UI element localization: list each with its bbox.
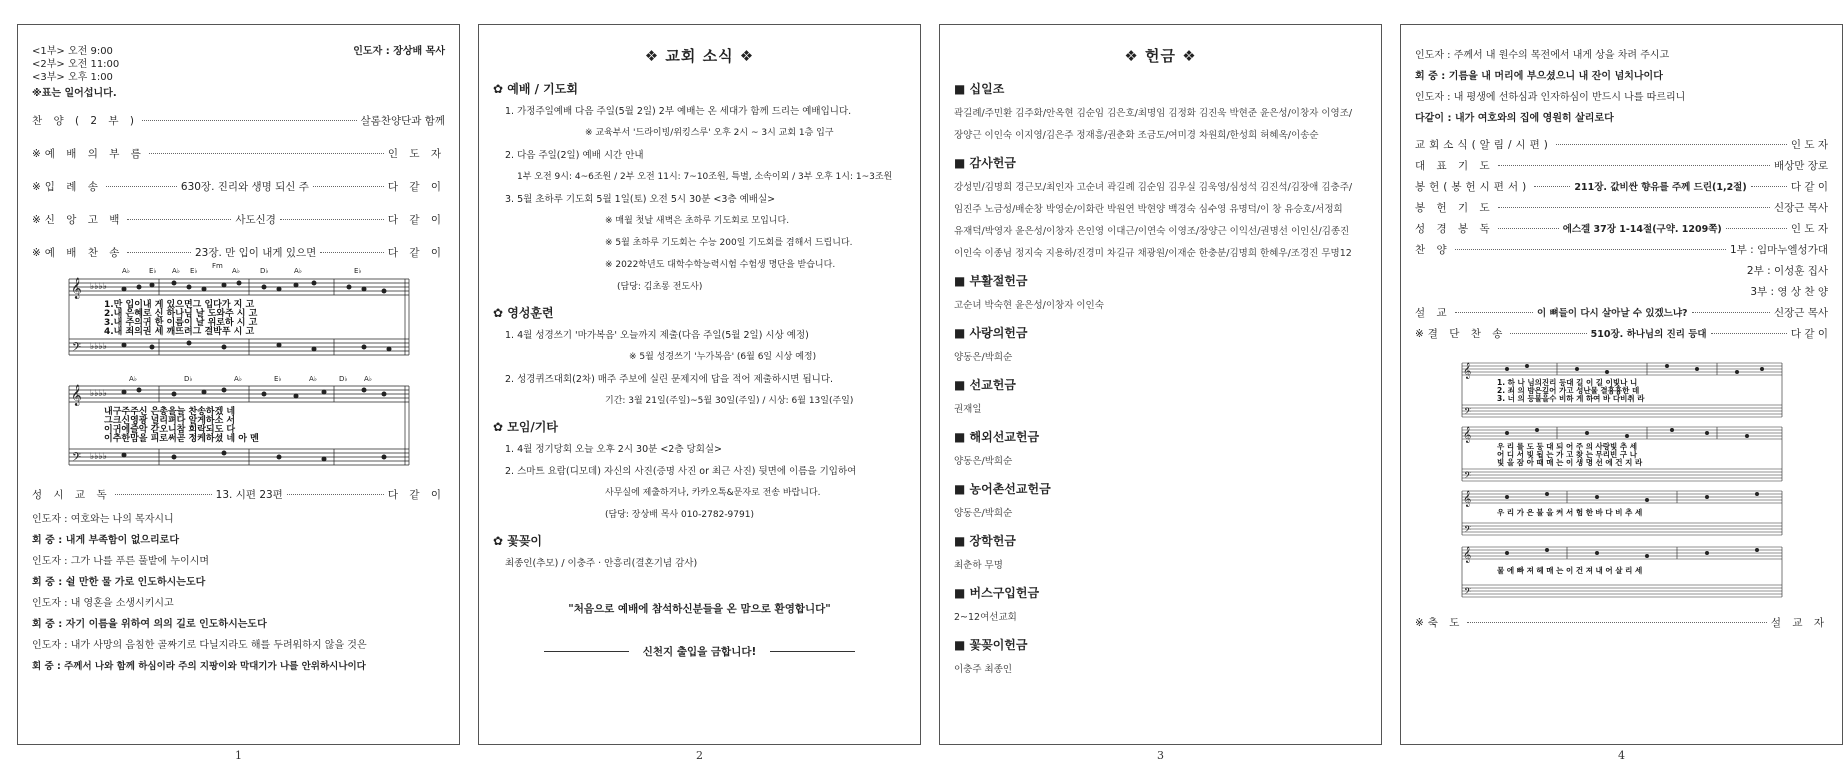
leader-dots <box>1498 165 1770 166</box>
response-text: 그가 나를 푸른 풀밭에 누이시며 <box>70 556 210 567</box>
offering-names: 이충주 최종인 <box>954 664 1013 675</box>
order-row <box>1415 305 1828 326</box>
chord-symbol: E♭ <box>353 267 362 275</box>
chord-symbol: A♭ <box>171 267 180 275</box>
offering-names: 최춘하 무명 <box>954 560 1003 571</box>
leader-dots <box>142 120 357 121</box>
leader-dots <box>1692 312 1770 313</box>
page-number: 4 <box>1618 749 1625 762</box>
leader-dots <box>127 252 191 253</box>
offering-category: ■ 해외선교헌금 <box>954 430 1040 444</box>
leader-name: 인도자 : 장상배 목사 <box>353 46 445 57</box>
order-right: 다 같 이 <box>387 489 445 501</box>
leader-dots <box>1467 622 1766 623</box>
speaker: 회 중 <box>32 661 54 672</box>
speaker: 인도자 <box>32 598 61 609</box>
order-row <box>32 212 445 228</box>
offering-names: 2~12여선교회 <box>954 612 1017 623</box>
order-row <box>32 113 445 129</box>
response-text: 기름을 내 머리에 부으셨으니 내 잔이 넘치나이다 <box>1448 71 1663 82</box>
news-note: 1부 오전 9시: 4~6조원 / 2부 오전 11시: 7~10조원, 특별, 소속이외 / 3부 오후 1시: 1~3조원 <box>517 172 893 182</box>
order-middle: 13. 시편 23편 <box>215 489 283 501</box>
svg-text:𝄞: 𝄞 <box>70 278 82 299</box>
order-middle: 에스겔 37장 1-14절(구약. 1209쪽) <box>1562 224 1722 235</box>
order-right: 3부 : 영 상 찬 양 <box>1750 286 1828 298</box>
order-right: 다 같 이 <box>387 214 446 226</box>
order-right: 다 같 이 <box>1790 181 1828 193</box>
leader-dots <box>313 186 384 187</box>
order-right: 신장근 목사 <box>1773 202 1828 214</box>
svg-text:𝄢: 𝄢 <box>1463 406 1471 419</box>
order-right: 설 교 자 <box>1770 617 1828 629</box>
bulletin-page-3 <box>939 24 1382 745</box>
order-label: ※예 배 의 부 름 <box>32 148 145 160</box>
order-row <box>1415 137 1828 158</box>
response-line: 다같이 : 내가 여호와의 집에 영원히 살리로다 <box>1415 113 1614 124</box>
order-label: 찬 양 <box>1415 244 1451 256</box>
offering-names: 양동은/박희순 <box>954 456 1013 467</box>
service-times-block <box>32 45 445 84</box>
order-right: 신장근 목사 <box>1773 307 1828 319</box>
order-row <box>1415 200 1828 221</box>
leader-dots <box>280 219 384 220</box>
speaker: 인도자 <box>1415 92 1444 103</box>
chord-symbol: A♭ <box>231 267 240 275</box>
response-text: 자기 이름을 위하여 의의 길로 인도하시는도다 <box>65 619 267 630</box>
order-row <box>1415 242 1828 263</box>
news-item: 2. 성경퀴즈대회(2차) 매주 주보에 실린 문제지에 답을 적어 제출하시면 됩니다. <box>505 374 834 385</box>
news-section-heading: ✿ 모임/기타 <box>493 420 558 434</box>
offering-category: ■ 부활절헌금 <box>954 274 1028 288</box>
hymn-lyric-line: 물 에 빠 져 헤 매 는 이 건 져 내 어 살 리 세 <box>1496 566 1642 575</box>
response-line: 회 중 : 쉴 만한 물 가로 인도하시는도다 <box>32 577 206 588</box>
offering-names: 양동은/박희순 <box>954 508 1013 519</box>
bulletin-page-2 <box>478 24 921 745</box>
page-number: 2 <box>696 749 703 762</box>
responsive-reading-continued <box>1415 45 1828 129</box>
church-news-title: ❖ 교회 소식 ❖ <box>644 47 755 65</box>
response-text: 주께서 내 원수의 목전에서 내게 상을 차려 주시고 <box>1453 50 1670 61</box>
chord-symbol: Fm <box>211 262 223 270</box>
leader-dots <box>1455 249 1726 250</box>
svg-text:♭♭♭♭: ♭♭♭♭ <box>89 389 107 399</box>
order-row <box>1415 158 1828 179</box>
svg-text:𝄢: 𝄢 <box>71 451 81 467</box>
responsive-reading <box>32 509 445 677</box>
response-line: 인도자 : 내 평생에 선하심과 인자하심이 반드시 나를 따르리니 <box>1415 92 1686 103</box>
news-item: 3. 5월 초하루 기도회 5월 1일(토) 오전 5시 30분 <3층 예배실> <box>505 194 776 205</box>
bulletin-page-1 <box>17 24 460 745</box>
order-middle: 211장. 값비싼 향유를 주께 드린(1,2절) <box>1574 182 1747 193</box>
leader-dots <box>106 186 177 187</box>
order-middle: 510장. 하나님의 진리 등대 <box>1590 329 1707 340</box>
order-row <box>1415 221 1828 242</box>
response-line: 회 중 : 주께서 나와 함께 하심이라 주의 지팡이와 막대기가 나를 안위하시나이다 <box>32 661 366 672</box>
speaker: 회 중 <box>32 619 55 630</box>
order-right: 인 도 자 <box>387 148 445 160</box>
offering-category: ■ 꽃꽂이헌금 <box>954 638 1028 652</box>
news-item: 1. 4월 정기당회 오늘 오후 2시 30분 <2층 당회실> <box>505 444 723 455</box>
news-item: 1. 가정주일예배 다음 주일(5월 2일) 2부 예배는 온 세대가 함께 드리는 예배입니다. <box>505 106 852 117</box>
svg-text:𝄢: 𝄢 <box>1463 524 1471 537</box>
leader-dots <box>1556 144 1787 145</box>
chord-symbol: D♭ <box>259 267 269 275</box>
news-section-heading: ✿ 꽃꽂이 <box>493 534 543 548</box>
svg-text:𝄢: 𝄢 <box>71 341 81 357</box>
order-right: 인 도 자 <box>1790 223 1828 235</box>
speaker: 인도자 <box>1415 50 1444 61</box>
response-line: 회 중 : 기름을 내 머리에 부으셨으니 내 잔이 넘치나이다 <box>1415 71 1663 82</box>
leader-dots <box>149 153 384 154</box>
hymn-23-score <box>64 261 414 481</box>
order-right: 다 같 이 <box>1790 328 1828 340</box>
hymn-lyric-line: 어 디 서 빛 됩 는 가 고 찾 는 무리빈 구 나 <box>1496 450 1637 459</box>
news-section-heading: ✿ 영성훈련 <box>493 306 554 320</box>
order-middle: 이 뼈들이 다시 살아날 수 있겠느냐? <box>1537 308 1688 319</box>
svg-text:𝄞: 𝄞 <box>1462 547 1471 563</box>
leader-dots <box>1711 333 1787 334</box>
offering-category: ■ 장학헌금 <box>954 534 1016 548</box>
order-right: 배상만 장로 <box>1773 160 1828 172</box>
svg-text:𝄢: 𝄢 <box>1463 470 1471 483</box>
offering-category: ■ 농어촌선교헌금 <box>954 482 1051 496</box>
offering-names: 고순녀 박숙현 윤은성/이창자 이인숙 <box>954 300 1104 311</box>
response-line: 인도자 : 그가 나를 푸른 풀밭에 누이시며 <box>32 556 210 567</box>
order-label: ※신 앙 고 백 <box>32 214 124 226</box>
order-label: 설 교 <box>1415 307 1451 319</box>
offering-category: ■ 십일조 <box>954 82 1005 96</box>
response-text: 내게 부족함이 없으리로다 <box>65 535 180 546</box>
leader-dots <box>115 494 212 495</box>
order-right: 다 같 이 <box>387 181 446 193</box>
news-note: ※ 매월 첫날 새벽은 초하루 기도회로 모입니다. <box>605 216 790 226</box>
svg-text:♭♭♭♭: ♭♭♭♭ <box>89 452 107 462</box>
offering-category: ■ 감사헌금 <box>954 156 1016 170</box>
svg-text:𝄢: 𝄢 <box>1463 586 1471 599</box>
chord-symbol: A♭ <box>233 375 242 383</box>
news-item: 2. 스마트 요람(디모데) 자신의 사진(증명 사진 or 최근 사진) 뒷면에 이름을 기입하여 <box>505 466 857 477</box>
chord-symbol: E♭ <box>148 267 157 275</box>
chord-symbol: D♭ <box>183 375 193 383</box>
leader-dots <box>1534 186 1570 187</box>
news-item: 2. 다음 주일(2일) 예배 시간 안내 <box>505 150 644 161</box>
news-note: ※ 5월 초하루 기도회는 수능 200일 기도회를 겸해서 드립니다. <box>605 238 853 248</box>
hymn-lyric-line: 1.만 입이내 게 있으면그 입다가 지 고 <box>103 300 254 310</box>
hymn-lyric-line: 3.내 주의귀 한 이름이 날 위로하 시 고 <box>103 318 257 328</box>
order-label: 찬 양 ( 2 부 ) <box>32 115 138 127</box>
footer-notice <box>493 644 906 659</box>
news-note: ※ 2022학년도 대학수학능력시험 수험생 명단을 받습니다. <box>605 260 836 270</box>
offering-category: ■ 버스구입헌금 <box>954 586 1040 600</box>
order-row <box>1415 263 1828 284</box>
speaker: 회 중 <box>32 535 55 546</box>
hymn-510-score <box>1447 351 1797 613</box>
speaker: 다같이 <box>1415 113 1444 124</box>
footer-text: 신천지 출입을 금합니다! <box>642 646 757 658</box>
order-right: 다 같 이 <box>387 247 445 259</box>
response-text: 내 평생에 선하심과 인자하심이 반드시 나를 따르리니 <box>1453 92 1686 103</box>
order-row <box>32 179 445 195</box>
news-note: ※ 교육부서 '드라이빙/위킹스루' 오후 2시 ~ 3시 교회 1층 입구 <box>585 128 834 138</box>
order-label: 성 시 교 독 <box>32 489 111 501</box>
response-line: 인도자 : 내가 사망의 음침한 골짜기로 다닐지라도 해를 두려워하지 않을 것은 <box>32 640 367 651</box>
footer-rule <box>544 651 629 652</box>
order-row <box>32 487 445 503</box>
hymn-lyric-line: 그크신영광 널리펴다 알게하소 서 <box>103 416 235 426</box>
hymn-lyric-line: 이귀에즐악 갇오니참 희락되도 다 <box>103 425 235 435</box>
response-line: 회 중 : 자기 이름을 위하여 의의 길로 인도하시는도다 <box>32 619 267 630</box>
order-label: ※결 단 찬 송 <box>1415 328 1507 340</box>
svg-text:𝄞: 𝄞 <box>1462 363 1471 379</box>
order-label: ※예 배 찬 송 <box>32 247 124 259</box>
svg-text:𝄞: 𝄞 <box>1462 491 1471 507</box>
offering-names: 곽길례/주민환 김주화/안옥현 김순임 김은호/최명임 김정화 김진욱 박현준 윤은성/이창자 이영조/장양근 이인숙 이지영/김은주 정재흥/권춘화 조금도/여미경 차원희/한성희 허혜옥/이송순 <box>954 108 1353 141</box>
offering-category: ■ 선교헌금 <box>954 378 1016 392</box>
speaker: 인도자 <box>32 556 61 567</box>
order-label: 봉 헌 기 도 <box>1415 202 1494 214</box>
offering-list <box>954 80 1367 681</box>
svg-text:𝄞: 𝄞 <box>1462 427 1471 443</box>
hymn-lyric-line: 우 리 가 은 불 을 켜 서 험 한 바 다 비 추 세 <box>1496 508 1642 517</box>
response-text: 쉴 만한 물 가로 인도하시는도다 <box>65 577 206 588</box>
news-note: 기간: 3월 21일(주일)~5월 30일(주일) / 시상: 6월 13일(주일) <box>605 396 854 406</box>
leader-dots <box>1726 228 1787 229</box>
chord-symbol: D♭ <box>338 375 348 383</box>
news-note: (담당: 장상배 목사 010-2782-9791) <box>605 510 754 520</box>
leader-dots <box>1751 186 1787 187</box>
chord-symbol: A♭ <box>293 267 302 275</box>
bulletin-page-4 <box>1400 24 1843 745</box>
offering-category: ■ 사랑의헌금 <box>954 326 1028 340</box>
order-row <box>1415 615 1828 631</box>
footer-rule <box>770 651 855 652</box>
service-time-1: <1부> 오전 9:00 <box>32 46 113 57</box>
leader-dots <box>1498 207 1770 208</box>
news-note: ※ 5월 성경쓰기 '누가복음' (6월 6일 시상 예정) <box>629 352 817 362</box>
order-row <box>32 146 445 162</box>
hymn-lyric-line: 2.내 은혜로 신 하나님 날 도와주 시 고 <box>103 309 257 319</box>
order-label: ※축 도 <box>1415 617 1464 629</box>
hymn-lyric-line: 빛 을 잠 아 때 매 는 이 생 명 선 에 건 지 라 <box>1496 458 1642 467</box>
leader-dots <box>127 219 231 220</box>
order-middle: 23장. 만 입이 내게 있으면 <box>194 247 317 259</box>
hymn-lyric-line: 우 리 를 도 둥 대 되 어 주 의 사랑빛 추 세 <box>1496 442 1637 451</box>
order-label: 교회소식(알림/시편) <box>1415 139 1552 151</box>
order-label: ※입 례 송 <box>32 181 102 193</box>
offering-names: 강성민/김명희 경근모/최인자 고순녀 곽길례 김순임 김우실 김욱영/심성석 김진석/김장애 김충주/임진주 노금성/배순창 박영순/이화란 박원연 박현양 백경숙 심수영 유명덕/이 창 유승호/서정희 유재덕/박영자 윤은성/이창자 은인영 이대근/이연숙 이영조/장양근 이익선/권명선 이인신/김종진 이인숙 이종님 정지숙 지용하/진경미 차길규 채광원/이재순 한충분/김명희 한혜우/조경진 무명12 <box>954 182 1353 259</box>
welcome-message: "처음으로 예배에 참석하신분들을 온 맘으로 환영합니다" <box>568 603 831 615</box>
news-section-heading: ✿ 예배 / 기도회 <box>493 82 578 96</box>
page-number: 3 <box>1157 749 1164 762</box>
leader-dots <box>1455 312 1533 313</box>
svg-text:♭♭♭♭: ♭♭♭♭ <box>89 342 107 352</box>
order-row <box>1415 326 1828 347</box>
offering-title: ❖ 헌금 ❖ <box>1124 47 1197 65</box>
chord-symbol: E♭ <box>189 267 198 275</box>
order-middle: 사도신경 <box>235 214 276 226</box>
order-of-worship <box>1415 137 1828 347</box>
news-note: 사무실에 제출하거나, 카카오톡&문자로 전송 바랍니다. <box>605 488 821 498</box>
order-right: 인 도 자 <box>1790 139 1828 151</box>
order-label: 성 경 봉 독 <box>1415 223 1494 235</box>
order-right: 살롬찬양단과 함께 <box>360 115 445 127</box>
leader-dots <box>1510 333 1586 334</box>
leader-dots <box>287 494 384 495</box>
response-line: 회 중 : 내게 부족함이 없으리로다 <box>32 535 180 546</box>
order-right: 1부 : 임마누엘성가대 <box>1729 244 1828 256</box>
offering-names: 양동은/박희순 <box>954 352 1013 363</box>
news-note: (담당: 김초롱 전도사) <box>617 282 703 292</box>
service-time-2: <2부> 오전 11:00 <box>32 59 120 70</box>
response-line: 인도자 : 여호와는 나의 목자시니 <box>32 514 174 525</box>
hymn-lyric-line: 1. 하 나 님의진리 등대 길 이 길 이빛나 니 <box>1496 378 1637 387</box>
response-text: 여호와는 나의 목자시니 <box>70 514 174 525</box>
order-row <box>32 245 445 261</box>
news-item: 최종인(추모) / 이충주 · 안흥리(결혼기념 감사) <box>505 558 698 569</box>
order-right: 2부 : 이성훈 집사 <box>1746 265 1828 277</box>
speaker: 회 중 <box>32 577 55 588</box>
speaker: 인도자 <box>32 514 61 525</box>
standing-note: ※표는 일어섭니다. <box>32 88 117 99</box>
hymn-lyric-line: 4.내 죄의권 세 깨뜨려그 결박푸 시 고 <box>103 327 254 337</box>
chord-symbol: E♭ <box>273 375 282 383</box>
leader-dots <box>1498 228 1559 229</box>
response-text: 내 영혼을 소생시키시고 <box>70 598 174 609</box>
hymn-lyric-line: 이추한맘을 피로써곧 정케하셨 네 아 멘 <box>103 434 259 444</box>
response-text: 주께서 나와 함께 하심이라 주의 지팡이와 막대기가 나를 안위하시나이다 <box>64 661 366 672</box>
response-line: 인도자 : 주께서 내 원수의 목전에서 내게 상을 차려 주시고 <box>1415 50 1670 61</box>
offering-names: 권재일 <box>954 404 982 415</box>
chord-symbol: A♭ <box>128 375 137 383</box>
hymn-lyric-line: 2. 죄 의 밤은깊어 가고 성난물 결흉흉한 데 <box>1496 386 1639 395</box>
response-text: 내가 여호와의 집에 영원히 살리로다 <box>1454 113 1614 124</box>
chord-symbol: A♭ <box>363 375 372 383</box>
order-middle: 630장. 진리와 생명 되신 주 <box>180 181 309 193</box>
order-label: 대 표 기 도 <box>1415 160 1494 172</box>
svg-text:♭♭♭♭: ♭♭♭♭ <box>89 282 107 292</box>
news-sections <box>493 80 906 571</box>
order-label: 봉헌(봉헌시편서) <box>1415 181 1531 193</box>
page-number: 1 <box>235 749 242 762</box>
leader-dots <box>320 252 384 253</box>
hymn-lyric-line: 내구주주신 은총을늘 찬송하겠 네 <box>103 407 235 417</box>
service-time-3: <3부> 오후 1:00 <box>32 72 113 83</box>
news-item: 1. 4월 성경쓰기 '마가복음' 오늘까지 제출(다음 주일(5월 2일) 시상 예정) <box>505 330 809 341</box>
order-row <box>1415 284 1828 305</box>
speaker: 회 중 <box>1415 71 1438 82</box>
chord-symbol: A♭ <box>121 267 130 275</box>
order-row <box>1415 179 1828 200</box>
response-text: 내가 사망의 음침한 골짜기로 다닐지라도 해를 두려워하지 않을 것은 <box>70 640 367 651</box>
svg-text:𝄞: 𝄞 <box>70 385 82 406</box>
service-times <box>32 45 119 84</box>
hymn-lyric-line: 3. 너 의 등불을수 비하 게 하여 바 다비취 라 <box>1496 394 1644 403</box>
chord-symbol: A♭ <box>308 375 317 383</box>
response-line: 인도자 : 내 영혼을 소생시키시고 <box>32 598 174 609</box>
speaker: 인도자 <box>32 640 61 651</box>
